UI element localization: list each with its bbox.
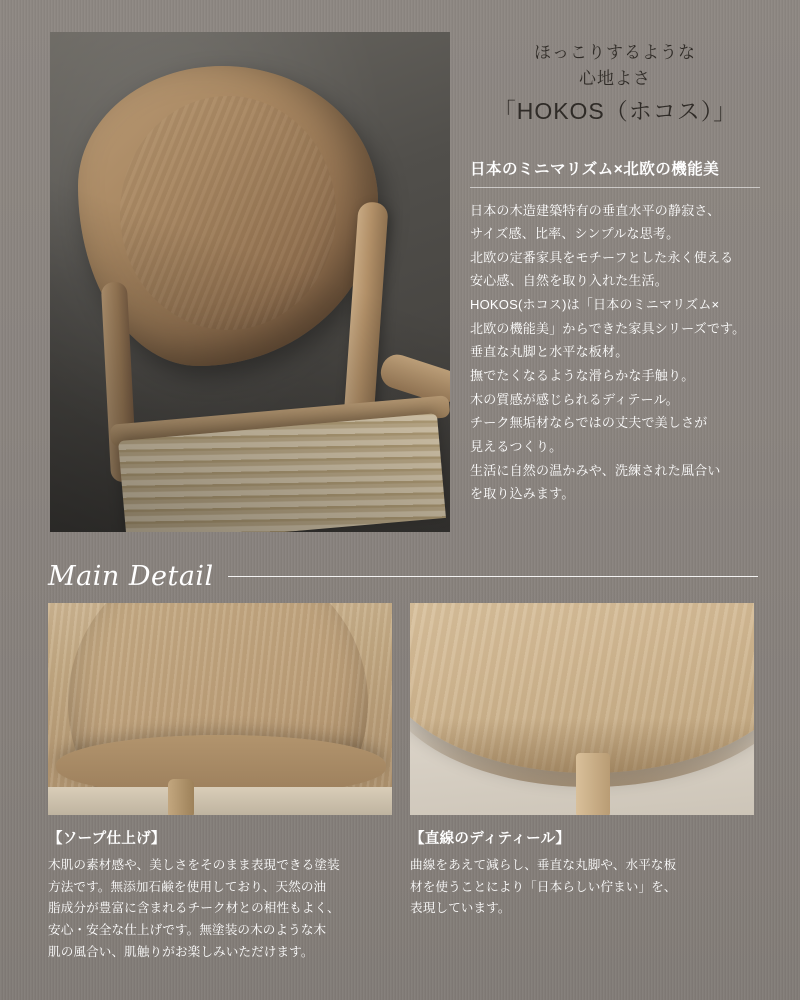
hero-headline bbox=[470, 40, 760, 129]
headline-product-name: 「HOKOS（ホコス）」 bbox=[492, 98, 738, 124]
detail-card-line: 脂成分が豊富に含まれるチーク材との相性もよく、 bbox=[48, 901, 340, 916]
detail-card-line: 方法です。無添加石鹸を使用しており、天然の油 bbox=[48, 879, 327, 894]
floor-strip bbox=[48, 787, 392, 815]
detail-card-line: 曲線をあえて減らし、垂直な丸脚や、水平な板 bbox=[410, 858, 677, 872]
detail-card bbox=[410, 603, 754, 963]
hero-body-line: チーク無垢材ならではの丈夫で美しさが bbox=[470, 415, 708, 431]
detail-card-line: 材を使うことにより「日本らしい佇まい」を、 bbox=[410, 879, 677, 894]
detail-card-body bbox=[410, 855, 754, 920]
hero-body-line: HOKOS(ホコス)は「日本のミニマリズム× bbox=[470, 297, 720, 313]
hero-body-copy bbox=[470, 199, 760, 507]
chair-leg-shape bbox=[168, 779, 194, 815]
main-detail-header bbox=[48, 556, 758, 596]
seat-edge-shape bbox=[56, 735, 386, 795]
hero-subtitle: 日本のミニマリズム×北欧の機能美 bbox=[470, 157, 760, 188]
hero-body-line: 見えるつくり。 bbox=[470, 439, 563, 455]
detail-card bbox=[48, 603, 392, 963]
detail-card-body bbox=[48, 855, 392, 963]
main-detail-title: Main Detail bbox=[48, 560, 214, 592]
detail-card-list bbox=[48, 603, 754, 963]
hero-body-line: 生活に自然の温かみや、洗練された風合い bbox=[470, 462, 721, 478]
hero-body-line: 日本の木造建築特有の垂直水平の静寂さ、 bbox=[470, 202, 721, 218]
table-column-shape bbox=[576, 753, 610, 815]
detail-card-title: 【直線のディティール】 bbox=[410, 831, 571, 847]
headline-line-1: ほっこりするような bbox=[534, 43, 696, 62]
hero-body-line: 垂直な丸脚と水平な板材。 bbox=[470, 344, 629, 360]
soap-finish-photo bbox=[48, 603, 392, 815]
hero-body-line: 北欧の定番家具をモチーフとした永く使える bbox=[470, 249, 734, 265]
detail-card-line: 表現しています。 bbox=[410, 901, 511, 916]
hero-text-block bbox=[470, 40, 760, 506]
straight-line-detail-photo bbox=[410, 603, 754, 815]
hero-body-line: 木の質感が感じられるディテール。 bbox=[470, 391, 679, 407]
detail-card-title: 【ソープ仕上げ】 bbox=[48, 831, 166, 847]
headline-line-2: 心地よさ bbox=[579, 68, 651, 88]
hero-body-line: 撫でたくなるような滑らかな手触り。 bbox=[470, 368, 695, 384]
hero-body-line: 安心感、自然を取り入れた生活。 bbox=[470, 273, 669, 289]
header-divider-rule bbox=[228, 576, 758, 577]
detail-card-line: 安心・安全な仕上げです。無塗装の木のような木 bbox=[48, 922, 327, 937]
hero-body-line: 北欧の機能美」からできた家具シリーズです。 bbox=[470, 320, 746, 336]
hero-product-photo bbox=[50, 32, 450, 532]
hero-body-line: サイズ感、比率、シンプルな思考。 bbox=[470, 226, 680, 242]
detail-card-line: 木肌の素材感や、美しさをそのまま表現できる塗装 bbox=[48, 858, 340, 872]
detail-card-line: 肌の風合い、肌触りがお楽しみいただけます。 bbox=[48, 944, 314, 959]
hero-body-line: を取り込みます。 bbox=[470, 486, 575, 502]
